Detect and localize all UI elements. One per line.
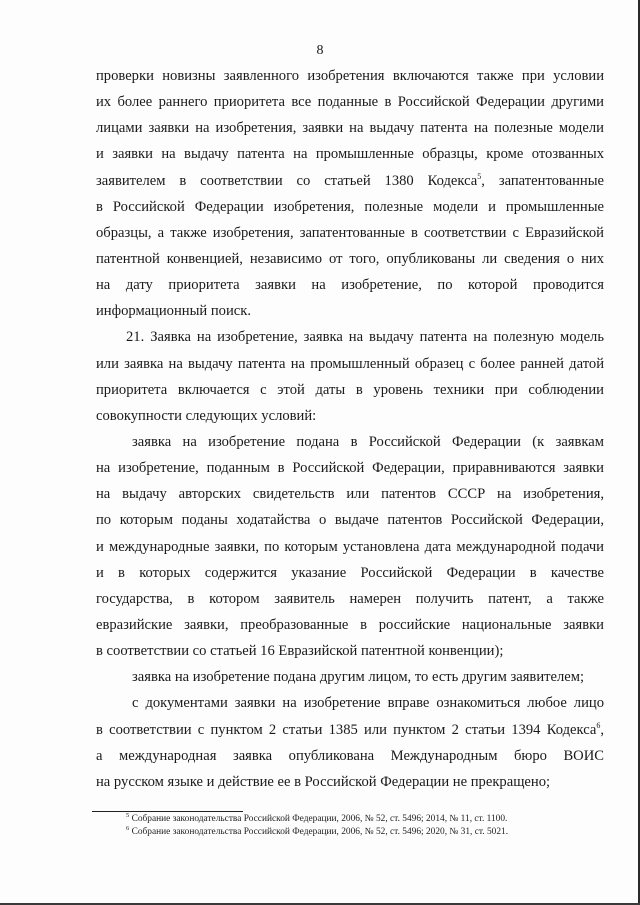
text-line: на дату приоритета заявки на изобретение, по которой проводится (96, 277, 604, 294)
text-line: лицами заявки на изобретения, заявки на выдачу патента на полезные модели (96, 120, 604, 137)
footnote-mark: 6 (596, 720, 601, 730)
text-line: на изобретение, поданным в Российской Федерации, приравниваются заявки (96, 460, 604, 477)
footnotes (126, 813, 566, 838)
text-line: и международные заявки, по которым установлена дата международной подачи (96, 538, 604, 555)
text-segment: , запатентованные (481, 172, 605, 189)
footnote-text: Собрание законодательства Российской Федерации, 2006, № 52, ст. 5496; 2014, № 11, ст. 1100. (131, 814, 508, 824)
text-line: на выдачу авторских свидетельств или патентов СССР на изобретения, (96, 486, 604, 503)
text-line: по которым поданы ходатайства о выдаче патентов Российской Федерации, (96, 512, 604, 529)
text-line: в соответствии со статьей 16 Евразийской патентной конвенции); (96, 643, 504, 660)
text-line-with-footnote (96, 168, 604, 194)
footnote-mark: 5 (126, 811, 130, 819)
text-line: и в которых содержится указание Российской Федерации в качестве (96, 564, 604, 581)
footnote-separator (92, 811, 243, 812)
text-line: проверки новизны заявленного изобретения включаются также при условии (96, 68, 604, 84)
text-line: патентной конвенцией, независимо от того, опубликованы ли сведения о них (96, 250, 604, 267)
footnote-text: Собрание законодательства Российской Федерации, 2006, № 52, ст. 5496; 2020, № 31, ст. 5021. (131, 826, 509, 837)
text-line: и заявки на выдачу патента на промышленные образцы, кроме отозванных (96, 146, 604, 163)
page-number: 8 (316, 43, 324, 58)
footnote (126, 826, 566, 839)
footnote (126, 813, 566, 826)
text-line: совокупности следующих условий: (96, 407, 317, 424)
text-line: приоритета включается с этой даты в уровень техники при соблюдении (96, 381, 604, 398)
footnote-mark: 6 (126, 824, 130, 832)
text-line: евразийские заявки, преобразованные в российские национальные заявки (96, 616, 604, 633)
text-line: информационный поиск. (96, 303, 251, 320)
text-segment: , (600, 721, 604, 738)
text-line: в Российской Федерации изобретения, полезные модели и промышленные (96, 198, 604, 215)
text-line-with-footnote (96, 717, 604, 743)
paragraph-heading-21: 21. Заявка на изобретение, заявка на выдачу патента на полезную модель (126, 329, 604, 346)
list-item-condition: заявка на изобретение подана в Российской Федерации (к заявкам (132, 433, 604, 450)
text-line: на русском языке и действие ее в Российской Федерации не прекращено; (96, 773, 551, 790)
text-line: а международная заявка опубликована Международным бюро ВОИС (96, 747, 604, 764)
text-segment: в соответствии с пунктом 2 статьи 1385 или пунктом 2 статьи 1394 Кодекса (96, 721, 597, 738)
text-line: государства, в котором заявитель намерен получить патент, а также (96, 590, 604, 607)
text-segment: заявителем в соответствии со статьей 1380 Кодекса (96, 172, 478, 189)
list-item-condition: с документами заявки на изобретение вправе ознакомиться любое лицо (132, 695, 604, 712)
body-text (96, 63, 604, 795)
text-line: или заявка на выдачу патента на промышленный образец с более ранней датой (96, 355, 604, 372)
text-line: образцы, а также изобретения, запатентованные в соответствии с Евразийской (96, 224, 604, 241)
footnote-mark: 5 (477, 171, 482, 181)
text-line: их более раннего приоритета все поданные в Российской Федерации другими (96, 94, 604, 111)
list-item-condition: заявка на изобретение подана другим лицом, то есть другим заявителем; (132, 669, 585, 686)
